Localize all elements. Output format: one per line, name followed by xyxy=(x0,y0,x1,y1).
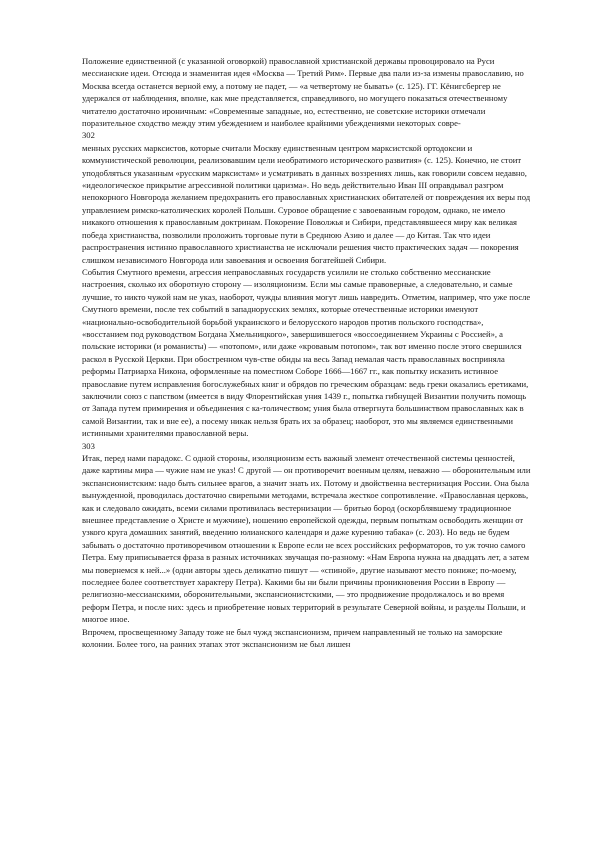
paragraph-paradox-westernization: Итак, перед нами парадокс. С одной стороны, изоляционизм есть важный элемент отечественной системы ценностей, даже картины мира — чужие нам не указ! С другой — он противоречит военным целям, неважно — оборонительным или экспансионистским: надо быть сильнее врагов, а значит знать их. Потому и двойственна вестернизация России. Она была вынужденной, проводилась достаточно свирепыми методами, встречала жесткое сопротивление. «Православная церковь, как и следовало ожидать, всеми силами противилась вестернизации — бритью бород (оскорблявшему традиционное внешнее представление о Христе и мужчине), ношению европейской одежды, первым попыткам освободить женщин от узкого круга домашних занятий, введению юлианского календаря и даже курению табака» (с. 203). Но ведь не будем забывать о достаточно противоречивом отношении к Европе если не всех российских реформаторов, то уж точно самого Петра. Ему приписывается фраза в разных источниках звучащая по-разному: «Нам Европа нужна на двадцать лет, а затем мы повернемся к ней...» (одни авторы здесь деликатно пишут — «спиной», другие называют место пониже; по-моему, последнее более соответствует характеру Петра). Какими бы ни были причины проникновения России в Европу — религиозно-мессианскими, оборонительными, экспансионистскими, — это продвижение продолжалось и во время реформ Петра, и после них: здесь и приобретение новых территорий в результате Северной войны, и разделы Польши, и многое иное. xyxy=(82,453,531,625)
paragraph-time-of-troubles: События Смутного времени, агрессия неправославных государств усилили не столько собственно мессианские настроения, сколько их оборотную сторону — изоляционизм. Если мы самые правоверные, а следовательно, и самые лучшие, то никто чужой нам не указ, наоборот, чужды влияния могут лишь навредить. Отметим, например, что уже после Смутного времени, после тех событий в западнорусских землях, которые отечественные историки именуют «национально-освободительной борьбой украинского и белорусского народов против польского господства», «восстанием под руководством Богдана Хмельницкого», завершившегося «воссоединением Украины с Россией», а польские историки (и романисты) — «потопом», или даже «кровавым потопом», так вот именно после этого свершился раскол в Русской Церкви. При обостренном чув-стве обиды на весь Запад немалая часть православных восприняла реформы Патриарха Никона, оформленные на поместном Соборе 1666—1667 гг., как попытку исказить истинное православие путем исправления богослужебных книг и обрядов по греческим образцам: ведь греки оказались еретиками, заключили союз с папством (имеется в виду Флорентийская уния 1439 г., попытка гибнущей Византии получить помощь от Запада путем примирения и объединения с ка-толичеством; уния была отвергнута большинством православных как в самой Византии, так и вне ее), а посему никак нельзя брать их за образец; наоборот, это мы являемся единственными истинными хранителями православной веры. xyxy=(82,266,531,439)
paragraph-western-expansionism: Впрочем, просвещенному Западу тоже не был чужд экспансионизм, причем направленный не только на заморские колонии. Более того, на ранних этапах этот экспансионизм не был лишен xyxy=(82,626,503,650)
paragraph-marxists-novgorod: менных русских марксистов, которые считали Москву единственным центром марксистской ортодоксии и коммунистической революции, реализовавшим цели необратимого исторического развития» (с. 125). Конечно, не стоит уподобляться указанным «русским марксистам» и усматривать в данных воззрениях лишь, как говорили совсем недавно, «идеологическое прикрытие агрессивной политики царизма». Но ведь действительно Иван III оправдывал разгром непокорного Новгорода желанием предохранить его православных христианских обитателей от повреждения их веры под управлением римско-католических королей Польши. Суровое обращение с завоеванным городом, однако, не имело никакого отношения к православным доктринам. Покорение Поволжья и Сибири, представлявшееся миру как великая победа христианства, позволили проложить торговые пути в Среднюю Азию и далее — до Китая. Так что идеи распространения истинно православного христианства не исключали решения чисто практических задач — покорения слишком независимого Новгорода или завоевания и освоения богатейшей Сибири. xyxy=(82,142,531,265)
page-number-302: 302 xyxy=(82,130,95,141)
paragraph-moscow-third-rome: Положение единственной (с указанной оговоркой) православной христианской державы провоцировало на Руси мессианские идеи. Отсюда и знаменитая идея «Москва — Третий Рим». Первые два пали из-за измены православию, но Москва всегда останется верной ему, а потому не падет, — «а четвертому не бывать» (с. 125). ГГ. Кёнигсбергер не удержался от наблюдения, вполне, как мне представляется, справедливого, но могущего показаться отечественному читателю достаточно ироничным: «Современные западные, но, естественно, не советские историки отмечали поразительное сходство между этим убеждением и наиболее крайними убеждениями некоторых совре- xyxy=(82,56,524,129)
page-number-303: 303 xyxy=(82,440,95,451)
document-page xyxy=(82,44,532,651)
